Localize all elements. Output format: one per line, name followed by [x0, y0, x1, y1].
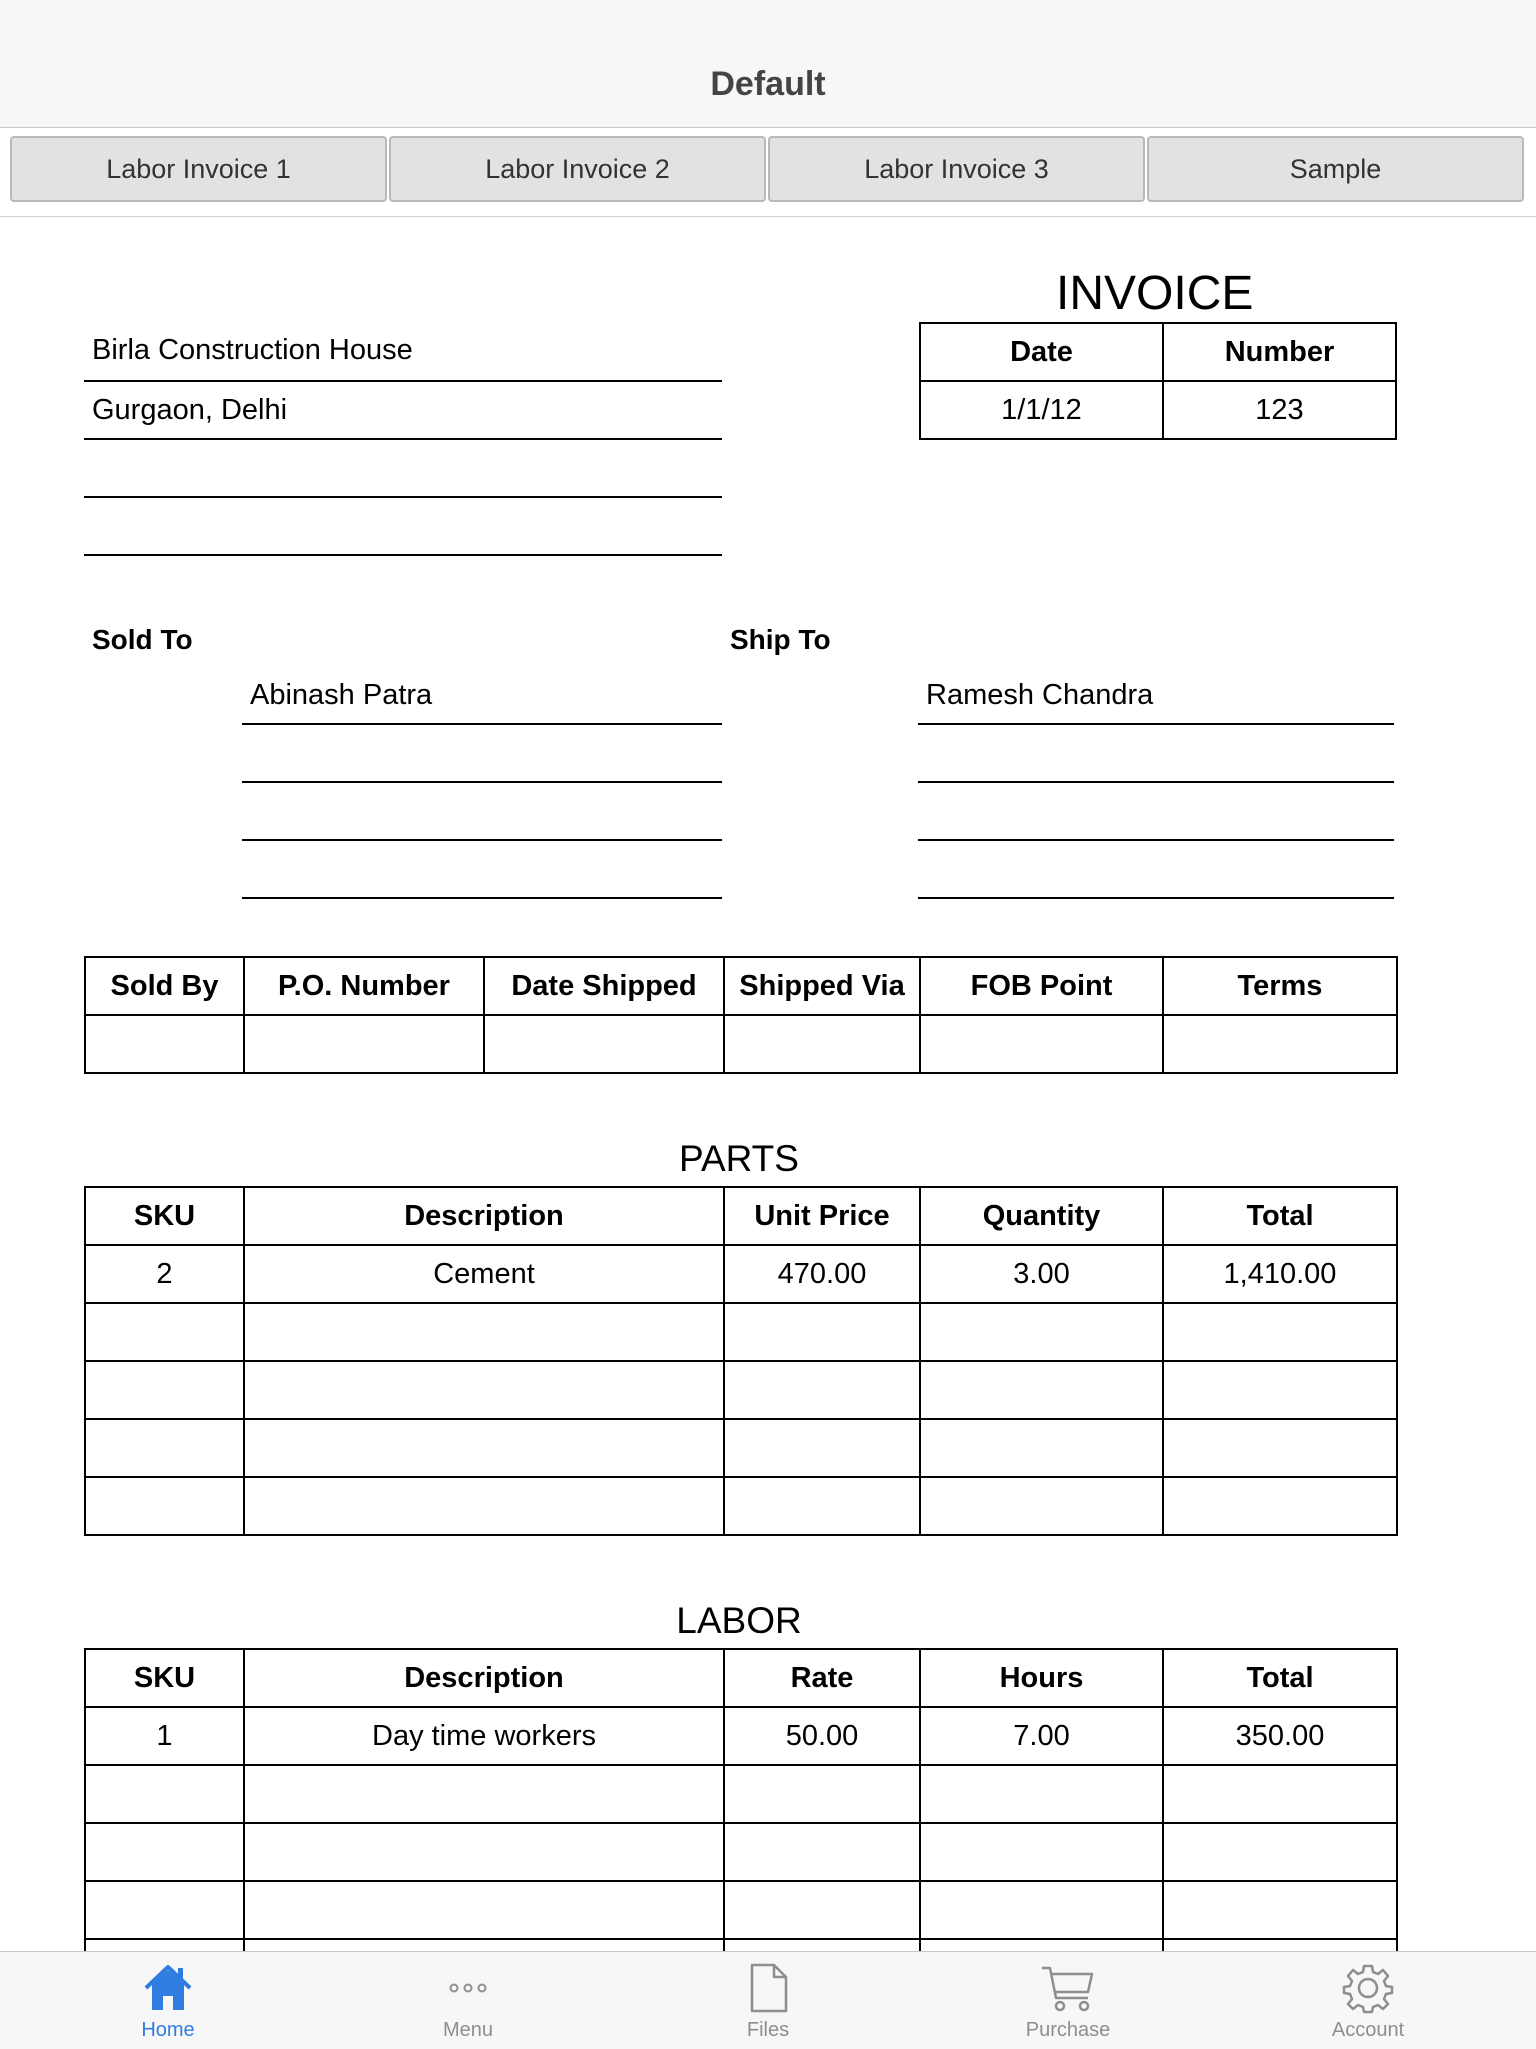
labor-cell[interactable] — [920, 1823, 1163, 1881]
labor-cell[interactable] — [724, 1881, 920, 1939]
nav-title: Default — [710, 65, 826, 103]
more-icon — [442, 1968, 494, 2013]
parts-header-description: Description — [244, 1187, 724, 1245]
meta-header-number: Number — [1163, 323, 1396, 381]
parts-cell[interactable] — [724, 1361, 920, 1419]
parts-sku-cell[interactable]: 2 — [85, 1245, 244, 1303]
parts-cell[interactable] — [244, 1419, 724, 1477]
shipping-header-fob-point: FOB Point — [920, 957, 1163, 1015]
company-address[interactable]: Gurgaon, Delhi — [92, 394, 288, 426]
tabbar-item-purchase[interactable] — [918, 1952, 1218, 2049]
company-line-1 — [84, 380, 722, 382]
tabbar-label-files: Files — [746, 2019, 790, 2041]
labor-cell[interactable] — [85, 1881, 244, 1939]
parts-cell[interactable] — [920, 1477, 1163, 1535]
home-icon — [142, 1962, 194, 2019]
ship-to-line-2 — [918, 781, 1394, 783]
tabbar-label-menu: Menu — [442, 2019, 494, 2041]
labor-cell[interactable] — [724, 1765, 920, 1823]
meta-date-cell[interactable]: 1/1/12 — [920, 381, 1163, 439]
labor-cell[interactable] — [724, 1823, 920, 1881]
labor-sku-cell[interactable]: 1 — [85, 1707, 244, 1765]
parts-cell[interactable] — [1163, 1361, 1397, 1419]
invoice-meta-table — [919, 322, 1397, 440]
meta-header-date: Date — [920, 323, 1163, 381]
parts-cell[interactable] — [85, 1419, 244, 1477]
invoice-heading: INVOICE — [1056, 267, 1254, 320]
table-row — [85, 1765, 1397, 1823]
parts-cell[interactable] — [724, 1419, 920, 1477]
parts-header-quantity: Quantity — [920, 1187, 1163, 1245]
labor-header-rate: Rate — [724, 1649, 920, 1707]
labor-cell[interactable] — [1163, 1881, 1397, 1939]
labor-cell[interactable] — [244, 1765, 724, 1823]
labor-header-total: Total — [1163, 1649, 1397, 1707]
tab-sample[interactable]: Sample — [1147, 136, 1524, 202]
shipping-header-shipped-via: Shipped Via — [724, 957, 920, 1015]
shipping-header-date-shipped: Date Shipped — [484, 957, 724, 1015]
parts-cell[interactable] — [85, 1477, 244, 1535]
shipping-cell[interactable] — [85, 1015, 244, 1073]
table-row — [85, 1303, 1397, 1361]
gear-icon — [1342, 1962, 1394, 2019]
shipping-cell[interactable] — [244, 1015, 484, 1073]
labor-header-hours: Hours — [920, 1649, 1163, 1707]
parts-cell[interactable] — [85, 1361, 244, 1419]
parts-description-cell[interactable]: Cement — [244, 1245, 724, 1303]
navigation-bar — [0, 0, 1536, 128]
labor-cell[interactable] — [920, 1881, 1163, 1939]
labor-cell[interactable] — [920, 1765, 1163, 1823]
labor-cell[interactable] — [85, 1765, 244, 1823]
tab-labor-invoice-3[interactable]: Labor Invoice 3 — [768, 136, 1145, 202]
shipping-table — [84, 956, 1398, 1074]
invoice-tabs — [0, 128, 1536, 217]
meta-number-cell[interactable]: 123 — [1163, 381, 1396, 439]
parts-cell[interactable] — [1163, 1303, 1397, 1361]
table-row — [85, 1707, 1397, 1765]
labor-title: LABOR — [676, 1600, 802, 1641]
parts-header-total: Total — [1163, 1187, 1397, 1245]
ship-to-line-1 — [918, 723, 1394, 725]
parts-cell[interactable] — [1163, 1477, 1397, 1535]
labor-description-cell[interactable]: Day time workers — [244, 1707, 724, 1765]
labor-rate-cell[interactable]: 50.00 — [724, 1707, 920, 1765]
shipping-header-sold-by: Sold By — [85, 957, 244, 1015]
table-row — [85, 1419, 1397, 1477]
parts-cell[interactable] — [1163, 1419, 1397, 1477]
labor-cell[interactable] — [244, 1823, 724, 1881]
tabbar-label-purchase: Purchase — [1025, 2019, 1111, 2041]
tab-labor-invoice-1[interactable]: Labor Invoice 1 — [10, 136, 387, 202]
shipping-cell[interactable] — [724, 1015, 920, 1073]
labor-header-description: Description — [244, 1649, 724, 1707]
labor-cell[interactable] — [1163, 1823, 1397, 1881]
sold-to-name[interactable]: Abinash Patra — [250, 679, 433, 711]
parts-cell[interactable] — [244, 1361, 724, 1419]
labor-cell[interactable] — [1163, 1765, 1397, 1823]
parts-cell[interactable] — [85, 1303, 244, 1361]
cart-icon — [1040, 1962, 1096, 2019]
ship-to-label: Ship To — [730, 624, 831, 655]
company-line-4 — [84, 554, 722, 556]
parts-cell[interactable] — [724, 1477, 920, 1535]
parts-header-sku: SKU — [85, 1187, 244, 1245]
bottom-tab-bar — [0, 1951, 1536, 2049]
ship-to-name[interactable]: Ramesh Chandra — [926, 679, 1154, 711]
tabbar-item-menu[interactable] — [318, 1952, 618, 2049]
sold-to-line-3 — [242, 839, 722, 841]
ship-to-line-3 — [918, 839, 1394, 841]
parts-cell[interactable] — [724, 1303, 920, 1361]
table-row — [85, 1477, 1397, 1535]
parts-table — [84, 1186, 1398, 1536]
parts-cell[interactable] — [920, 1361, 1163, 1419]
company-line-3 — [84, 496, 722, 498]
tabbar-item-account[interactable] — [1218, 1952, 1518, 2049]
tabbar-label-home: Home — [141, 2019, 195, 2041]
company-line-2 — [84, 438, 722, 440]
sold-to-label: Sold To — [92, 624, 193, 655]
shipping-cell[interactable] — [484, 1015, 724, 1073]
labor-hours-cell[interactable]: 7.00 — [920, 1707, 1163, 1765]
parts-cell[interactable] — [920, 1419, 1163, 1477]
table-row — [85, 1245, 1397, 1303]
parts-quantity-cell[interactable]: 3.00 — [920, 1245, 1163, 1303]
shipping-cell[interactable] — [1163, 1015, 1397, 1073]
table-row — [85, 1881, 1397, 1939]
shipping-cell[interactable] — [920, 1015, 1163, 1073]
table-row — [85, 1361, 1397, 1419]
shipping-header-po-number: P.O. Number — [244, 957, 484, 1015]
labor-cell[interactable] — [85, 1823, 244, 1881]
sold-to-line-1 — [242, 723, 722, 725]
parts-cell[interactable] — [920, 1303, 1163, 1361]
tab-labor-invoice-2[interactable]: Labor Invoice 2 — [389, 136, 766, 202]
tabbar-label-account: Account — [1331, 2019, 1405, 2041]
labor-cell[interactable] — [244, 1881, 724, 1939]
shipping-header-terms: Terms — [1163, 957, 1397, 1015]
tabbar-item-files[interactable] — [618, 1952, 918, 2049]
ship-to-line-4 — [918, 897, 1394, 899]
company-name[interactable]: Birla Construction House — [92, 334, 413, 366]
parts-cell[interactable] — [244, 1303, 724, 1361]
parts-title: PARTS — [679, 1138, 799, 1179]
sold-to-line-4 — [242, 897, 722, 899]
labor-total-cell[interactable]: 350.00 — [1163, 1707, 1397, 1765]
labor-table — [84, 1648, 1398, 1998]
sold-to-line-2 — [242, 781, 722, 783]
file-icon — [746, 1962, 790, 2019]
parts-unit-price-cell[interactable]: 470.00 — [724, 1245, 920, 1303]
table-row — [85, 1823, 1397, 1881]
parts-cell[interactable] — [244, 1477, 724, 1535]
labor-header-sku: SKU — [85, 1649, 244, 1707]
parts-header-unit-price: Unit Price — [724, 1187, 920, 1245]
parts-total-cell[interactable]: 1,410.00 — [1163, 1245, 1397, 1303]
tabbar-item-home[interactable] — [18, 1952, 318, 2049]
